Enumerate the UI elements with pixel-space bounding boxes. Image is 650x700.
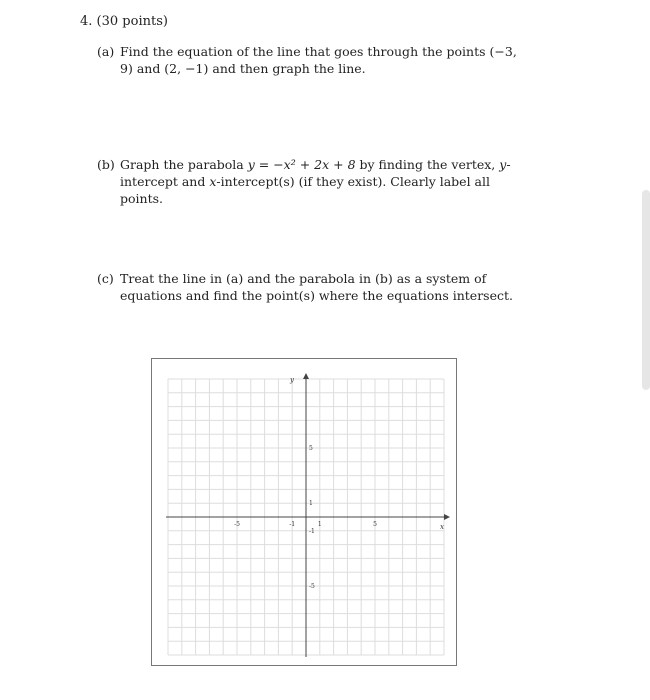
parabola-equation: y = −x² + 2x + 8 [247,157,356,172]
part-a [97,43,517,77]
x-tick-label: -1 [289,521,296,528]
y-tick-label: 1 [309,500,313,508]
x-tick-label: 5 [373,521,377,528]
x-axis-arrow [444,514,450,520]
y-tick-label: 5 [309,445,313,452]
part-c-text: Treat the line in (a) and the parabola in (b) as a system of equations and find the point(s) where the equations intersect. [120,271,513,303]
part-b-text-3: -intercept and [120,157,511,189]
coordinate-grid[interactable] [152,359,458,667]
part-a-point-2: (2, −1) [164,61,209,76]
part-b-text-2: by finding the vertex, [355,157,500,172]
problem-number: 4. [80,14,93,29]
y-axis-arrow [303,373,309,379]
part-b-text-1: Graph the parabola [120,157,248,172]
x-tick-label: 1 [317,521,322,528]
var-x: x [209,174,217,189]
part-c-label: (c) [97,271,114,286]
part-c [97,270,517,304]
part-a-label: (a) [97,44,115,59]
part-b [97,156,517,207]
part-b-text-4: -intercept(s) (if they exist). Clearly label all points. [120,174,490,206]
var-y: y [499,157,507,172]
axes [166,373,450,657]
part-a-text [120,43,517,77]
y-axis-label: y [290,376,294,384]
part-b-label: (b) [97,157,115,172]
x-tick-label: -5 [234,521,240,528]
part-a-text-1: Find the equation of the line that goes through the points [120,44,490,59]
part-a-text-2: and [132,61,165,76]
scrollbar[interactable] [642,190,650,390]
x-axis-label: x [440,523,444,531]
y-tick-label: -1 [309,527,315,535]
y-tick-label: -5 [309,583,315,590]
problem-points: (30 points) [96,14,168,29]
problem-header [80,14,168,29]
part-b-text [120,156,517,207]
part-a-point-1: (−3, 9) [120,44,517,76]
part-a-text-3: and then graph the line. [208,61,366,76]
coordinate-grid-box [151,358,457,666]
